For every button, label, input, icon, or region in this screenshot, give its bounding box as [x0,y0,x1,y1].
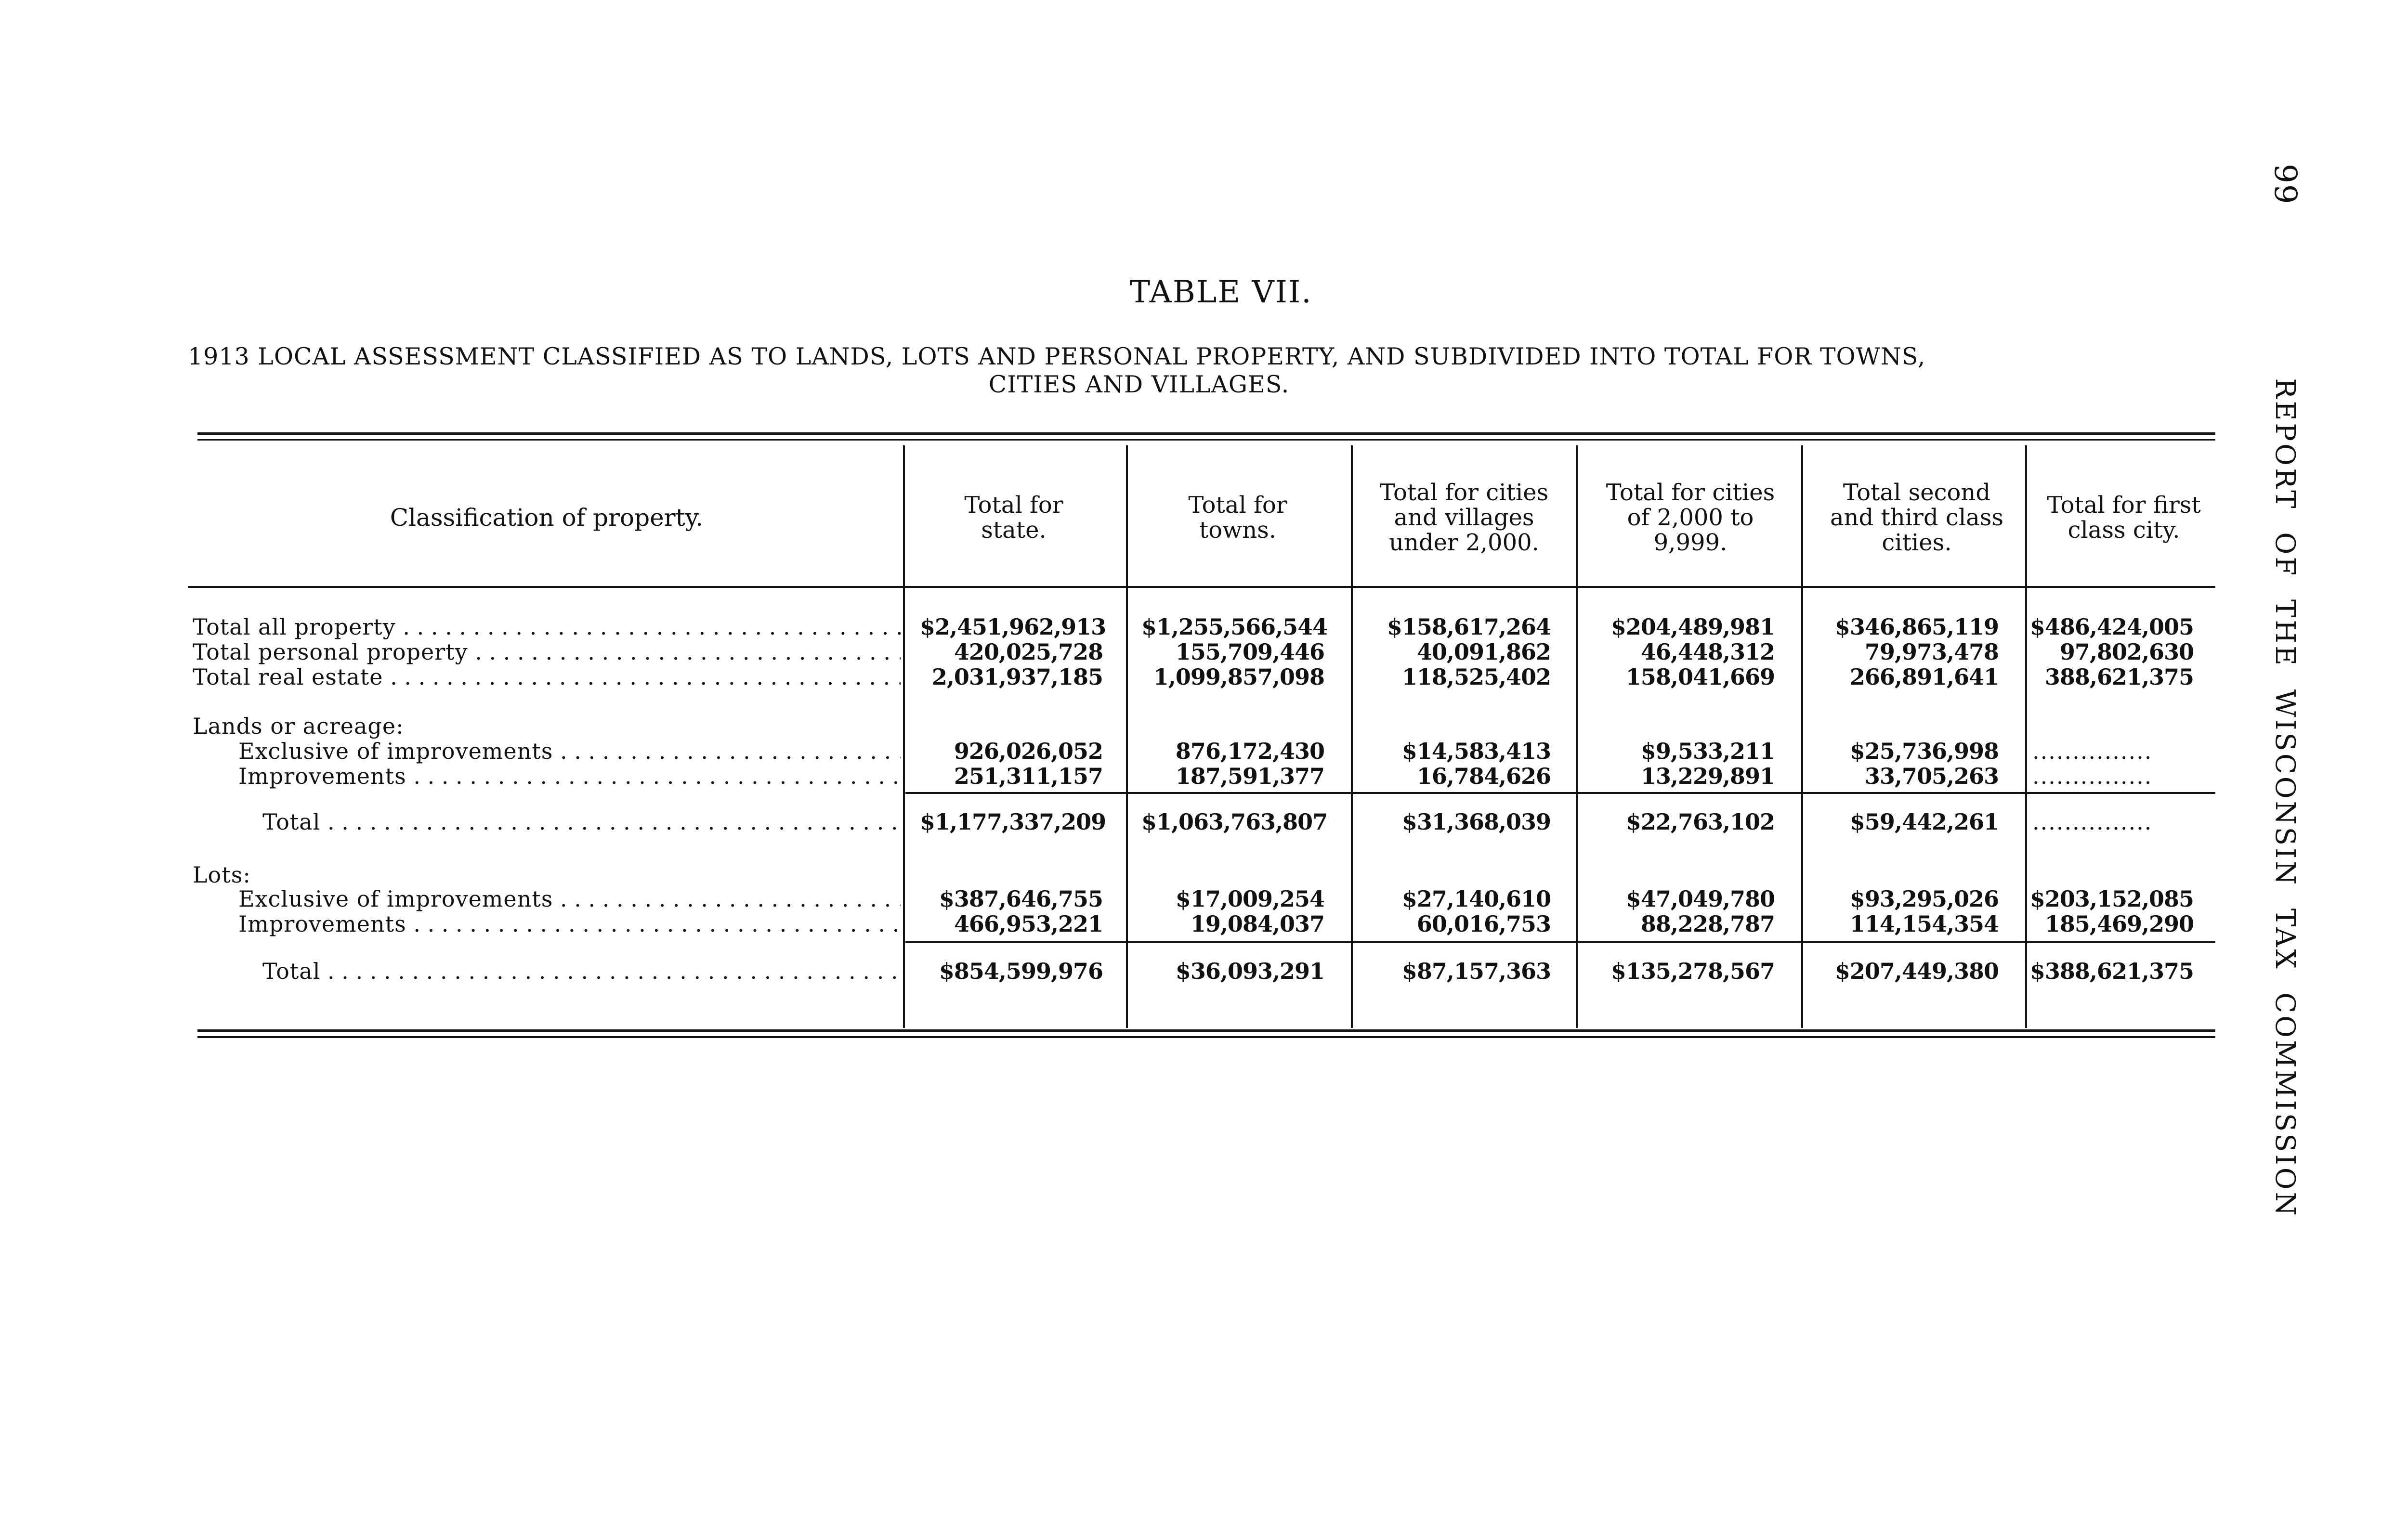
value-towns: 187,591,377 [1175,763,1324,789]
value-first-class: $203,152,085 [2029,886,2194,912]
row-label: Total real estate . . . [193,664,901,690]
value-towns: 876,172,430 [1175,738,1324,764]
value-towns: 19,084,037 [1190,911,1324,937]
value-small-cities: 40,091,862 [1416,639,1551,665]
value-second-third-class: 79,973,478 [1864,639,1999,665]
top-rule-1 [197,432,2215,435]
table-row [193,614,2215,640]
value-small-cities: $158,617,264 [1387,614,1551,640]
value-towns: $17,009,254 [1175,886,1324,912]
value-small-cities: 60,016,753 [1416,911,1551,937]
table-row [193,738,2215,764]
column-rule [2025,445,2027,1028]
value-second-third-class: $59,442,261 [1849,809,1999,835]
column-header-medium-cities: Total for cities of 2,000 to 9,999. [1606,479,1775,556]
column-header-first-class: Total for first class city. [2047,492,2201,544]
value-medium-cities: $135,278,567 [1610,958,1775,984]
value-second-third-class: $346,865,119 [1834,614,1999,640]
value-first-class: ............... [2032,763,2153,789]
value-state: 251,311,157 [954,763,1103,789]
value-second-third-class: 114,154,354 [1849,911,1999,937]
value-first-class: ............... [2032,738,2153,764]
value-second-third-class: $25,736,998 [1849,738,1999,764]
value-first-class: $486,424,005 [2029,614,2194,640]
value-second-third-class: 266,891,641 [1849,664,1999,690]
row-label: Total personal property . . . [193,639,901,665]
value-second-third-class: $93,295,026 [1849,886,1999,912]
row-label: Improvements . . . [238,763,901,789]
table-row [193,886,2215,912]
running-head-text: REPORT OF THE WISCONSIN TAX COMMISSION [2269,378,2301,1218]
row-label: Exclusive of improvements . . . [238,738,901,764]
column-header-state: Total for state. [964,492,1063,544]
row-label: Improvements . . . [238,911,901,937]
value-first-class: 388,621,375 [2044,664,2194,690]
header-rule [188,586,2215,588]
subtotal-rule [905,792,2215,794]
running-header [2211,164,2307,1223]
row-label: Total . . . [262,809,901,835]
page-number: 99 [2267,164,2303,205]
column-rule [1126,445,1128,1028]
value-state: 420,025,728 [954,639,1103,665]
value-state: 466,953,221 [954,911,1103,937]
value-medium-cities: $9,533,211 [1640,738,1775,764]
value-second-third-class: $207,449,380 [1834,958,1999,984]
value-state: $2,451,962,913 [920,614,1106,640]
section-label-lots: Lots: [193,862,251,888]
column-header-towns: Total for towns. [1188,492,1287,544]
row-label: Exclusive of improvements . . . [238,886,901,912]
bottom-rule-1 [197,1029,2215,1032]
value-first-class: 185,469,290 [2044,911,2194,937]
top-rule-2 [197,439,2215,441]
table-row [193,763,2215,789]
value-small-cities: 16,784,626 [1416,763,1551,789]
value-state: $1,177,337,209 [920,809,1106,835]
value-second-third-class: 33,705,263 [1864,763,1999,789]
column-rule [1576,445,1578,1028]
section-label-lands: Lands or acreage: [193,713,404,739]
value-state: 926,026,052 [954,738,1103,764]
subtotal-rule [905,941,2215,943]
subtitle-line-1: 1913 LOCAL ASSESSMENT CLASSIFIED AS TO LANDS, LOTS AND PERSONAL PROPERTY, AND SUBDIVIDED INTO TOTAL FOR TOWNS, [188,343,1926,370]
value-state: $854,599,976 [939,958,1103,984]
value-medium-cities: $204,489,981 [1610,614,1775,640]
value-medium-cities: 46,448,312 [1640,639,1775,665]
table-row [193,639,2215,665]
value-towns: $1,255,566,544 [1141,614,1328,640]
value-small-cities: $87,157,363 [1401,958,1551,984]
table-row [193,911,2215,937]
column-header-classification: Classification of property. [390,504,704,532]
bottom-rule-2 [197,1036,2215,1038]
value-medium-cities: 158,041,669 [1625,664,1775,690]
column-header-small-cities: Total for cities and villages under 2,000. [1379,479,1549,556]
value-towns: 155,709,446 [1175,639,1324,665]
subtitle-line-2: CITIES AND VILLAGES. [988,371,1290,398]
value-first-class: 97,802,630 [2059,639,2194,665]
table-subtitle [188,343,2177,399]
table-row [193,958,2215,984]
value-first-class: $388,621,375 [2029,958,2194,984]
value-towns: 1,099,857,098 [1153,664,1324,690]
column-rule [903,445,905,1028]
value-small-cities: $27,140,610 [1401,886,1551,912]
row-label: Total . . . [262,958,901,984]
column-rule [1351,445,1353,1028]
table-row [193,664,2215,690]
row-label: Total all property . . . [193,614,901,640]
column-header-second-third-class: Total second and third class cities. [1830,479,2004,556]
column-rule [1801,445,1803,1028]
value-state: $387,646,755 [939,886,1103,912]
value-medium-cities: 88,228,787 [1640,911,1775,937]
value-small-cities: $31,368,039 [1401,809,1551,835]
value-medium-cities: $47,049,780 [1625,886,1775,912]
table-row [193,809,2215,835]
value-first-class: ............... [2032,809,2153,835]
value-small-cities: $14,583,413 [1401,738,1551,764]
table-title: TABLE VII. [1129,274,1312,310]
value-medium-cities: $22,763,102 [1625,809,1775,835]
assessment-table [193,445,2215,1023]
value-towns: $1,063,763,807 [1141,809,1328,835]
value-towns: $36,093,291 [1175,958,1324,984]
value-medium-cities: 13,229,891 [1640,763,1775,789]
value-small-cities: 118,525,402 [1401,664,1551,690]
value-state: 2,031,937,185 [931,664,1103,690]
